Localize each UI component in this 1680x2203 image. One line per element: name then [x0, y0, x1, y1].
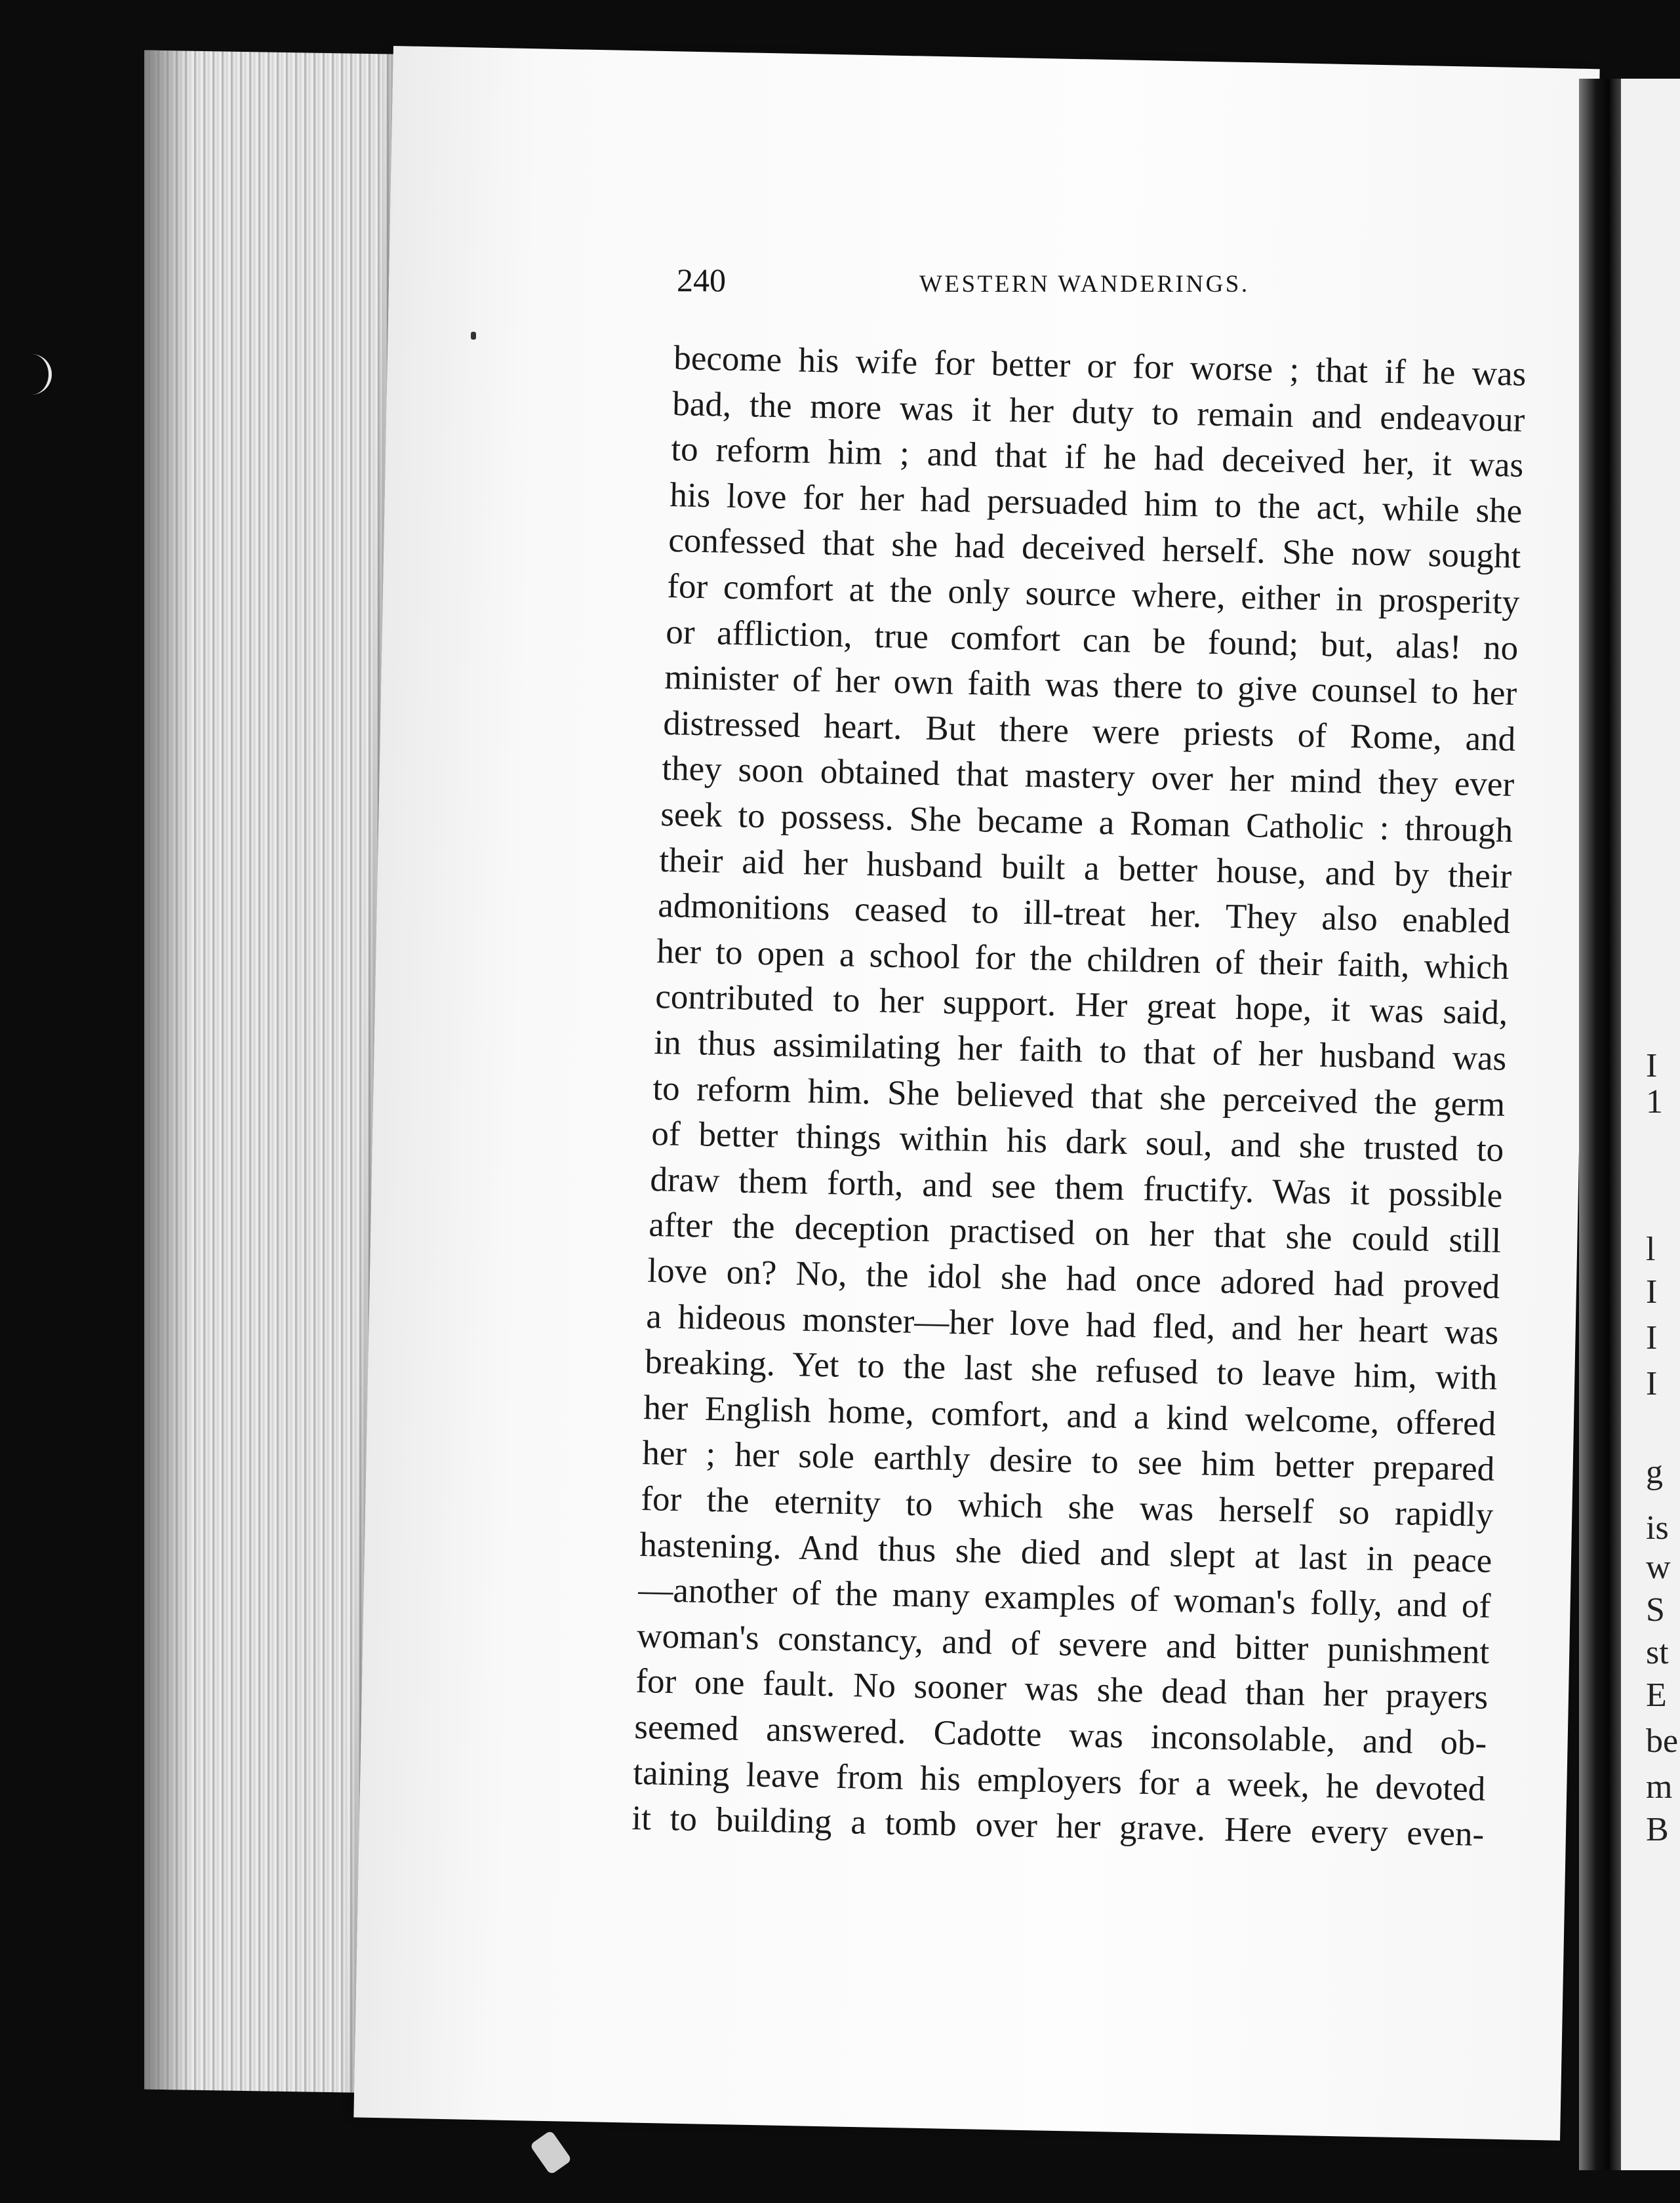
facing-page-fragment: m: [1646, 1768, 1673, 1806]
text-line: hastening. And thus she died and slept at last in peace: [639, 1525, 1492, 1580]
facing-page-fragment: 1: [1646, 1083, 1663, 1121]
facing-page-fragment: E: [1646, 1677, 1667, 1714]
text-line: contributed to her support. Her great hope, it was said,: [654, 978, 1508, 1033]
text-line: become his wife for better or for worse ; that if he was: [673, 338, 1527, 393]
facing-page-fragment: I: [1646, 1047, 1658, 1084]
text-line: —another of the many examples of woman's folly, and of: [637, 1571, 1491, 1626]
text-line: seek to possess. She became a Roman Catholic : through: [660, 795, 1513, 850]
text-line: his love for her had persuaded him to the act, while she: [669, 475, 1523, 530]
facing-page-fragment: be: [1646, 1722, 1679, 1760]
text-line: admonitions ceased to ill-treat her. They also enabled: [657, 886, 1511, 942]
text-line: after the deception practised on her that she could still: [648, 1206, 1502, 1261]
facing-page-fragment: S: [1646, 1591, 1665, 1629]
page-clip-mark: [530, 2130, 572, 2175]
facing-page-fragment: l: [1646, 1231, 1656, 1268]
text-line: love on? No, the idol she had once adored had proved: [647, 1251, 1500, 1306]
text-line: or affliction, true comfort can be found; but, alas! no: [665, 612, 1519, 667]
text-line: a hideous monster—her love had fled, and her heart was: [645, 1297, 1499, 1352]
text-line: distressed heart. But there were priests of Rome, and: [662, 704, 1516, 759]
text-line: for one fault. No sooner was she dead than her prayers: [635, 1662, 1489, 1717]
text-line: to reform him ; and that if he had deceived her, it was: [670, 430, 1524, 485]
text-line: woman's constancy, and of severe and bitter punishment: [636, 1616, 1490, 1671]
text-line: for the eternity to which she was herself so rapidly: [640, 1479, 1494, 1534]
text-line: her ; her sole earthly desire to see him better prepared: [641, 1434, 1495, 1489]
text-line: breaking. Yet to the last she refused to leave him, with: [644, 1343, 1498, 1398]
text-line: their aid her husband built a better house, and by their: [658, 841, 1512, 896]
text-line: to reform him. She believed that she perceived the germ: [652, 1069, 1506, 1124]
facing-page-fragment: w: [1646, 1549, 1671, 1586]
text-line: her to open a school for the children of their faith, which: [656, 932, 1510, 987]
facing-page-fragment: I: [1646, 1319, 1658, 1357]
text-line: they soon obtained that mastery over her mind they ever: [661, 749, 1515, 804]
text-line: taining leave from his employers for a week, he devoted: [632, 1753, 1486, 1808]
book-spine-gutter: [1579, 79, 1621, 2170]
page-number: 240: [677, 262, 726, 298]
text-line: confessed that she had deceived herself. She now sought: [668, 521, 1521, 576]
text-line: minister of her own faith was there to give counsel to her: [664, 658, 1517, 713]
facing-page-fragment: g: [1646, 1454, 1663, 1491]
text-line: seemed answered. Cadotte was inconsolable, and ob-: [633, 1707, 1487, 1762]
stray-ink-dot: [471, 332, 476, 340]
facing-page-fragment: I: [1646, 1365, 1658, 1402]
text-line: of better things within his dark soul, and she trusted to: [650, 1115, 1504, 1170]
margin-arc-mark: [31, 354, 52, 395]
text-line: draw them forth, and see them fructify. Was it possible: [649, 1160, 1503, 1215]
facing-page-fragment: is: [1646, 1509, 1669, 1547]
text-line: her English home, comfort, and a kind welcome, offered: [643, 1388, 1496, 1443]
facing-page-fragment: st: [1646, 1634, 1669, 1671]
text-line: in thus assimilating her faith to that of her husband was: [653, 1023, 1507, 1078]
running-title: WESTERN WANDERINGS.: [919, 271, 1250, 298]
facing-page-fragment: I: [1646, 1273, 1658, 1311]
text-line: for comfort at the only source where, either in prosperity: [666, 566, 1520, 622]
text-line: bad, the more was it her duty to remain and endeavour: [671, 384, 1525, 439]
facing-page-fragment: B: [1646, 1811, 1669, 1848]
text-line: it to building a tomb over her grave. Here every even-: [631, 1799, 1485, 1854]
facing-page-edge: [1621, 79, 1680, 2170]
